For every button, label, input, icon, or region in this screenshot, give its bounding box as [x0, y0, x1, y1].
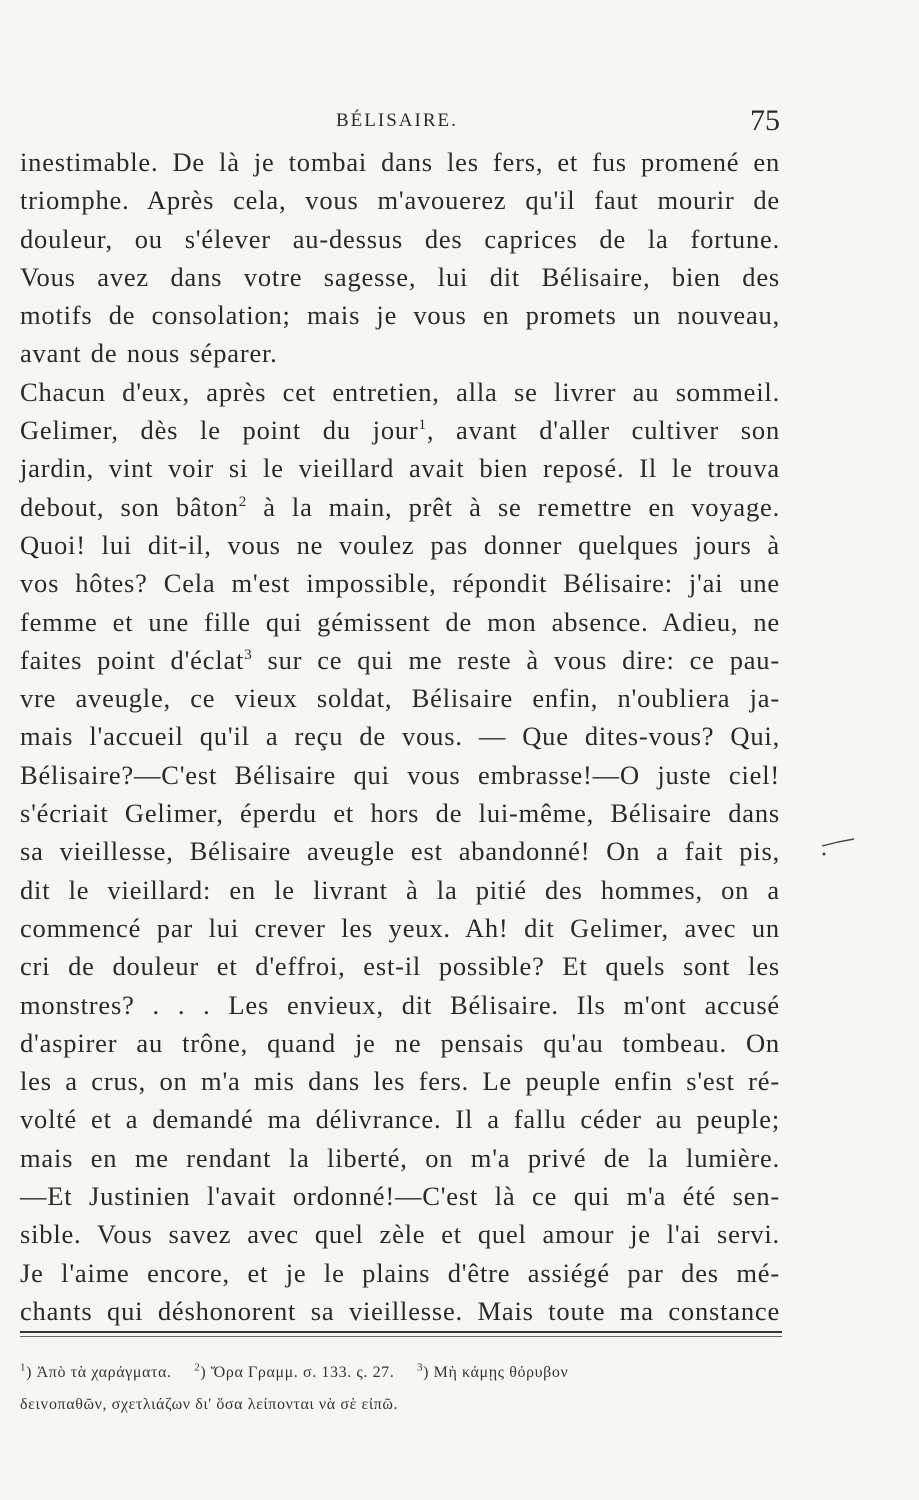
text-line: Je l'aime encore, et je le plains d'être assiégé par des mé-: [20, 1257, 780, 1288]
text-segment: faites point d'éclat: [20, 644, 245, 675]
body-text: [20, 143, 780, 1330]
text-line: d'aspirer au trône, quand je ne pensais qu'au tombeau. On: [20, 1027, 780, 1058]
footnote-mark: 2: [194, 1361, 201, 1374]
running-head: [20, 104, 780, 140]
text-line: mais l'accueil qu'il a reçu de vous. — Que dites-vous? Qui,: [20, 721, 780, 752]
text-line: Bélisaire?—C'est Bélisaire qui vous embrasse!—O juste ciel!: [20, 759, 780, 790]
text-line: monstres? . . . Les envieux, dit Bélisaire. Ils m'ont accusé: [20, 989, 780, 1020]
text-segment: , avant d'aller cultiver son: [426, 415, 780, 446]
text-line: douleur, ou s'élever au-dessus des caprices de la fortune.: [20, 223, 780, 254]
footnote-line: δειvoπαθῶν, σχετλιάζων δι' ὅσα λείπονται νὰ σὲ εἰπῶ.: [20, 1396, 399, 1413]
footnote-rule: [20, 1331, 782, 1333]
running-title: BÉLISAIRE.: [336, 110, 458, 131]
text-line: [20, 411, 780, 449]
text-line: avant de nous séparer.: [20, 338, 278, 369]
text-line: [20, 641, 780, 679]
text-line: chants qui déshonorent sa vieillesse. Mais toute ma constance: [20, 1295, 780, 1326]
text-segment: Gelimer, dès le point du jour: [20, 415, 419, 446]
text-segment: à la main, prêt à se remettre en voyage.: [247, 491, 780, 522]
text-line: vre aveugle, ce vieux soldat, Bélisaire enfin, n'oubliera ja-: [20, 683, 780, 714]
text-line: jardin, vint voir si le vieillard avait bien reposé. Il le trouva: [20, 453, 780, 484]
text-line: —Et Justinien l'avait ordonné!—C'est là ce qui m'a été sen-: [20, 1181, 780, 1212]
text-line: femme et une fille qui gémissent de mon absence. Adieu, ne: [20, 606, 780, 637]
text-line: vos hôtes? Cela m'est impossible, répondit Bélisaire: j'ai une: [20, 568, 780, 599]
text-line: Vous avez dans votre sagesse, lui dit Bélisaire, bien des: [20, 261, 780, 292]
text-line: Chacun d'eux, après cet entretien, alla se livrer au sommeil.: [20, 376, 780, 407]
footnote-line: $^1$) Ἀπὸ τὰ χαράγματα. $^2$) Ὅρα Γραμμ. σ. 133. ς. 27. $^3$) Μὴ κάμῃς θόρυβον: [20, 1361, 569, 1381]
text-segment: debout, son bâton: [20, 491, 239, 522]
footnote-1: Ἀπὸ τὰ χαράγματα.: [36, 1364, 172, 1381]
text-line: s'écriait Gelimer, éperdu et hors de lui-même, Bélisaire dans: [20, 798, 780, 829]
text-line: sa vieillesse, Bélisaire aveugle est abandonné! On a fait pis,: [20, 836, 780, 867]
text-line: triomphe. Après cela, vous m'avouerez qu'il faut mourir de: [20, 185, 780, 216]
footnote-ref: 1: [418, 417, 427, 434]
footnote-mark: 3: [416, 1361, 424, 1374]
footnotes: [20, 1357, 795, 1421]
text-line: volté et a demandé ma délivrance. Il a fallu céder au peuple;: [20, 1104, 780, 1135]
text-line: Quoi! lui dit-il, vous ne voulez pas donner quelques jours à: [20, 529, 780, 560]
text-line: [20, 488, 780, 526]
footnote-ref: 2: [238, 493, 248, 510]
text-line: inestimable. De là je tombai dans les fers, et fus promené en: [20, 147, 780, 177]
footnote-2: Ὅρα Γραμμ. σ. 133. ς. 27.: [210, 1364, 395, 1381]
footnote-rule-thin: [20, 1336, 782, 1337]
text-line: motifs de consolation; mais je vous en promets un nouveau,: [20, 300, 780, 331]
text-segment: sur ce qui me reste à vous dire: ce pau-: [252, 644, 780, 675]
text-line: cri de douleur et d'effroi, est-il possible? Et quels sont les: [20, 951, 780, 982]
text-line: dit le vieillard: en le livrant à la pitié des hommes, on a: [20, 874, 780, 905]
footnote-mark: 1: [20, 1361, 27, 1374]
text-line: commencé par lui crever les yeux. Ah! dit Gelimer, avec un: [20, 912, 780, 943]
margin-mark: [820, 836, 860, 860]
footnote-3: Μὴ κάμῃς θόρυβον: [433, 1364, 569, 1381]
text-line: sible. Vous savez avec quel zèle et quel amour je l'ai servi.: [20, 1219, 780, 1250]
page-number: 75: [750, 104, 780, 137]
text-line: les a crus, on m'a mis dans les fers. Le peuple enfin s'est ré-: [20, 1066, 780, 1097]
text-line: mais en me rendant la liberté, on m'a privé de la lumière.: [20, 1142, 780, 1173]
footnote-ref: 3: [244, 647, 253, 664]
